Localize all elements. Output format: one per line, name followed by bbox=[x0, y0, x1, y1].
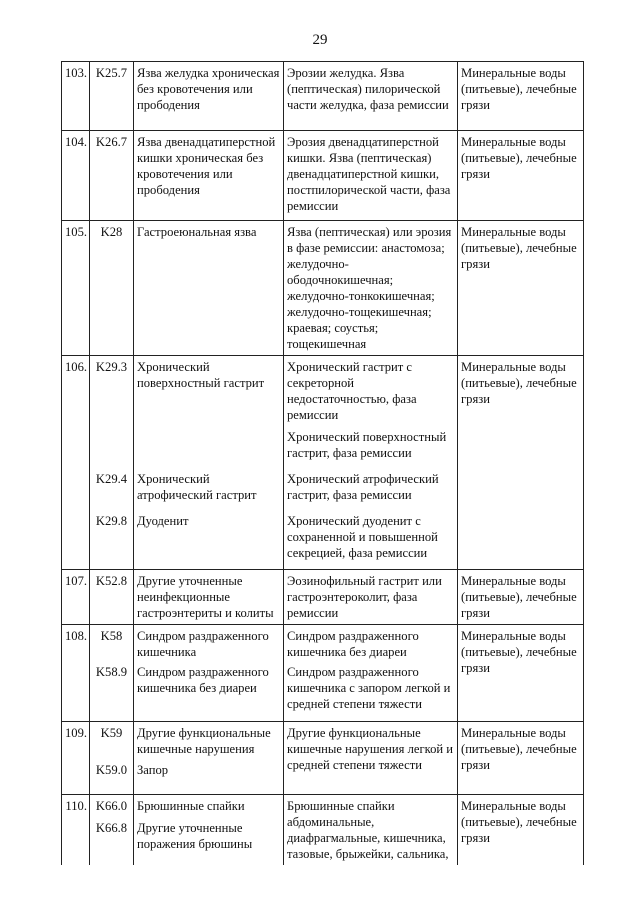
icd-code: K29.8 bbox=[95, 514, 128, 528]
icd-code-cell bbox=[90, 625, 134, 722]
icd-code: K58.9 bbox=[95, 665, 128, 679]
indications-table bbox=[61, 61, 584, 865]
icd-code-cell bbox=[90, 722, 134, 795]
icd-code: K52.8 bbox=[90, 570, 134, 625]
icd-code: K26.7 bbox=[90, 131, 134, 221]
resort-factors: Минеральные воды (питьевые), лечебные грязи bbox=[458, 722, 584, 795]
row-number: 109. bbox=[62, 722, 90, 795]
page-number: 29 bbox=[312, 32, 328, 48]
disease-name: Запор bbox=[137, 763, 169, 777]
disease-name-cell bbox=[134, 722, 284, 795]
row-number: 108. bbox=[62, 625, 90, 722]
disease-name-cell bbox=[134, 625, 284, 722]
row-number: 106. bbox=[62, 356, 90, 570]
icd-code: K59 bbox=[100, 726, 123, 740]
disease-name: Синдром раздраженного кишечника bbox=[137, 629, 269, 659]
disease-name: Брюшинные спайки bbox=[137, 799, 245, 813]
row-number: 105. bbox=[62, 221, 90, 356]
clinical-form: Хронический поверхностный гастрит, фаза ремиссии bbox=[287, 430, 447, 460]
row-number: 110. bbox=[62, 795, 90, 866]
icd-code: K25.7 bbox=[90, 62, 134, 131]
disease-name-cell bbox=[134, 356, 284, 570]
icd-code: K29.3 bbox=[95, 360, 128, 374]
icd-code: K66.0 bbox=[95, 799, 128, 813]
clinical-form-cell bbox=[284, 625, 458, 722]
disease-name: Язва двенадцатиперстной кишки хроническая без кровотечения или прободения bbox=[134, 131, 284, 221]
clinical-form: Хронический атрофический гастрит, фаза ремиссии bbox=[287, 472, 439, 502]
table-row bbox=[62, 356, 584, 570]
disease-name: Другие уточненные неинфекционные гастроэнтериты и колиты bbox=[134, 570, 284, 625]
table-row bbox=[62, 570, 584, 625]
disease-name: Гастроеюнальная язва bbox=[134, 221, 284, 356]
disease-name: Язва желудка хроническая без кровотечения или прободения bbox=[134, 62, 284, 131]
clinical-form: Синдром раздраженного кишечника без диареи bbox=[287, 629, 419, 659]
row-number: 107. bbox=[62, 570, 90, 625]
resort-factors: Минеральные воды (питьевые), лечебные грязи bbox=[458, 356, 584, 570]
icd-code: K58 bbox=[100, 629, 123, 643]
table-row bbox=[62, 221, 584, 356]
clinical-form: Эозинофильный гастрит или гастроэнтероколит, фаза ремиссии bbox=[284, 570, 458, 625]
row-number: 103. bbox=[62, 62, 90, 131]
disease-name: Дуоденит bbox=[137, 514, 189, 528]
table-row bbox=[62, 131, 584, 221]
resort-factors: Минеральные воды (питьевые), лечебные грязи bbox=[458, 62, 584, 131]
resort-factors: Минеральные воды (питьевые), лечебные грязи bbox=[458, 625, 584, 722]
table-row bbox=[62, 62, 584, 131]
disease-name: Хронический поверхностный гастрит bbox=[137, 360, 265, 390]
clinical-form: Хронический дуоденит с сохраненной и повышенной секрецией, фаза ремиссии bbox=[287, 514, 438, 560]
table-row bbox=[62, 722, 584, 795]
clinical-form: Другие функциональные кишечные нарушения легкой и средней степени тяжести bbox=[284, 722, 458, 795]
icd-code: K28 bbox=[90, 221, 134, 356]
disease-name-cell bbox=[134, 795, 284, 866]
clinical-form: Язва (пептическая) или эрозия в фазе ремиссии: анастомоза; желудочно-ободочнокишечная; желудочно-тонкокишечная; желудочно-тощекишечная; краевая; соустья; тощекишечная bbox=[284, 221, 458, 356]
table-row bbox=[62, 625, 584, 722]
clinical-form: Брюшинные спайки абдоминальные, диафрагмальные, кишечника, тазовые, брыжейки, сальника, bbox=[284, 795, 458, 866]
clinical-form: Хронический гастрит с секреторной недостаточностью, фаза ремиссии bbox=[287, 360, 417, 422]
disease-name: Хронический атрофический гастрит bbox=[137, 472, 257, 502]
clinical-form: Эрозии желудка. Язва (пептическая) пилорической части желудка, фаза ремиссии bbox=[284, 62, 458, 131]
resort-factors: Минеральные воды (питьевые), лечебные грязи bbox=[458, 570, 584, 625]
clinical-form: Синдром раздраженного кишечника с запором легкой и средней степени тяжести bbox=[287, 665, 451, 711]
resort-factors: Минеральные воды (питьевые), лечебные грязи bbox=[458, 795, 584, 866]
table-row bbox=[62, 795, 584, 866]
icd-code: K59.0 bbox=[95, 763, 128, 777]
disease-name: Синдром раздраженного кишечника без диареи bbox=[137, 665, 269, 695]
disease-name: Другие уточненные поражения брюшины bbox=[137, 821, 253, 851]
resort-factors: Минеральные воды (питьевые), лечебные грязи bbox=[458, 131, 584, 221]
icd-code: K29.4 bbox=[95, 472, 128, 486]
icd-code-cell bbox=[90, 356, 134, 570]
icd-code: K66.8 bbox=[95, 821, 128, 835]
clinical-form: Эрозия двенадцатиперстной кишки. Язва (пептическая) двенадцатиперстной кишки, постпилорической части, фаза ремиссии bbox=[284, 131, 458, 221]
disease-name: Другие функциональные кишечные нарушения bbox=[137, 726, 271, 756]
resort-factors: Минеральные воды (питьевые), лечебные грязи bbox=[458, 221, 584, 356]
icd-code-cell bbox=[90, 795, 134, 866]
row-number: 104. bbox=[62, 131, 90, 221]
clinical-form-cell bbox=[284, 356, 458, 570]
